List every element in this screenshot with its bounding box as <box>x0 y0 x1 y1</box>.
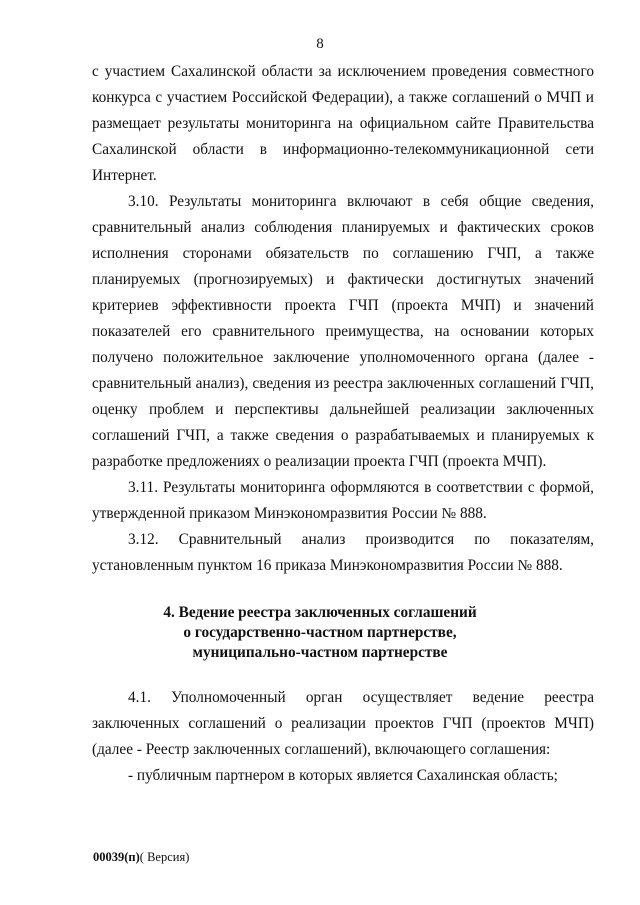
page-number: 8 <box>316 36 324 52</box>
section-heading-line: 4. Ведение реестра заключенных соглашений <box>163 604 477 621</box>
text-line: сравнительный анализ), сведения из реестра заключенных соглашений ГЧП, <box>92 375 594 392</box>
text-line: оценку проблем и перспективы дальнейшей реализации заключенных <box>92 401 594 418</box>
text-line: 4.1. Уполномоченный орган осуществляет ведение реестра <box>128 689 594 706</box>
list-item: - публичным партнером в которых является Сахалинская область; <box>128 767 558 784</box>
text-line: показателей его сравнительного преимущества, на основании которых <box>92 323 594 340</box>
text-line: с участием Сахалинской области за исключением проведения совместного <box>92 63 594 80</box>
text-line: получено положительное заключение уполномоченного органа (далее - <box>92 349 594 366</box>
text-line: утвержденной приказом Минэкономразвития России № 888. <box>92 505 487 522</box>
text-line: разработке предложениях о реализации проекта ГЧП (проекта МЧП). <box>92 453 547 470</box>
text-line: критериев эффективности проекта ГЧП (проекта МЧП) и значений <box>92 297 594 314</box>
text-line: заключенных соглашений о реализации проектов ГЧП (проектов МЧП) <box>92 715 594 732</box>
text-line: сравнительный анализ соблюдения планируемых и фактических сроков <box>92 219 594 236</box>
text-line: 3.12. Сравнительный анализ производится по показателям, <box>128 531 594 548</box>
text-line: Интернет. <box>92 167 157 184</box>
document-code: 00039(п) <box>93 850 140 864</box>
text-line: соглашений ГЧП, а также сведения о разрабатываемых и планируемых к <box>92 427 594 444</box>
text-line: (далее - Реестр заключенных соглашений), включающего соглашения: <box>92 741 551 758</box>
text-line: планируемых (прогнозируемых) и фактически достигнутых значений <box>92 271 594 288</box>
version-label: ( Версия) <box>139 850 190 864</box>
text-line: установленным пунктом 16 приказа Минэкономразвития России № 888. <box>92 557 563 574</box>
text-line: Сахалинской области в информационно-телекоммуникационной сети <box>92 141 594 158</box>
text-line: исполнения сторонами обязательств по соглашению ГЧП, а также <box>92 245 594 262</box>
section-heading-line: муниципально-частном партнерстве <box>192 644 448 661</box>
text-line: 3.10. Результаты мониторинга включают в себя общие сведения, <box>128 193 594 210</box>
text-line: 3.11. Результаты мониторинга оформляются в соответствии с формой, <box>128 479 594 496</box>
text-line: конкурса с участием Российской Федерации), а также соглашений о МЧП и <box>92 89 594 106</box>
section-heading-line: о государственно-частном партнерстве, <box>183 624 457 641</box>
document-footer <box>93 850 189 865</box>
text-line: размещает результаты мониторинга на официальном сайте Правительства <box>92 115 594 132</box>
